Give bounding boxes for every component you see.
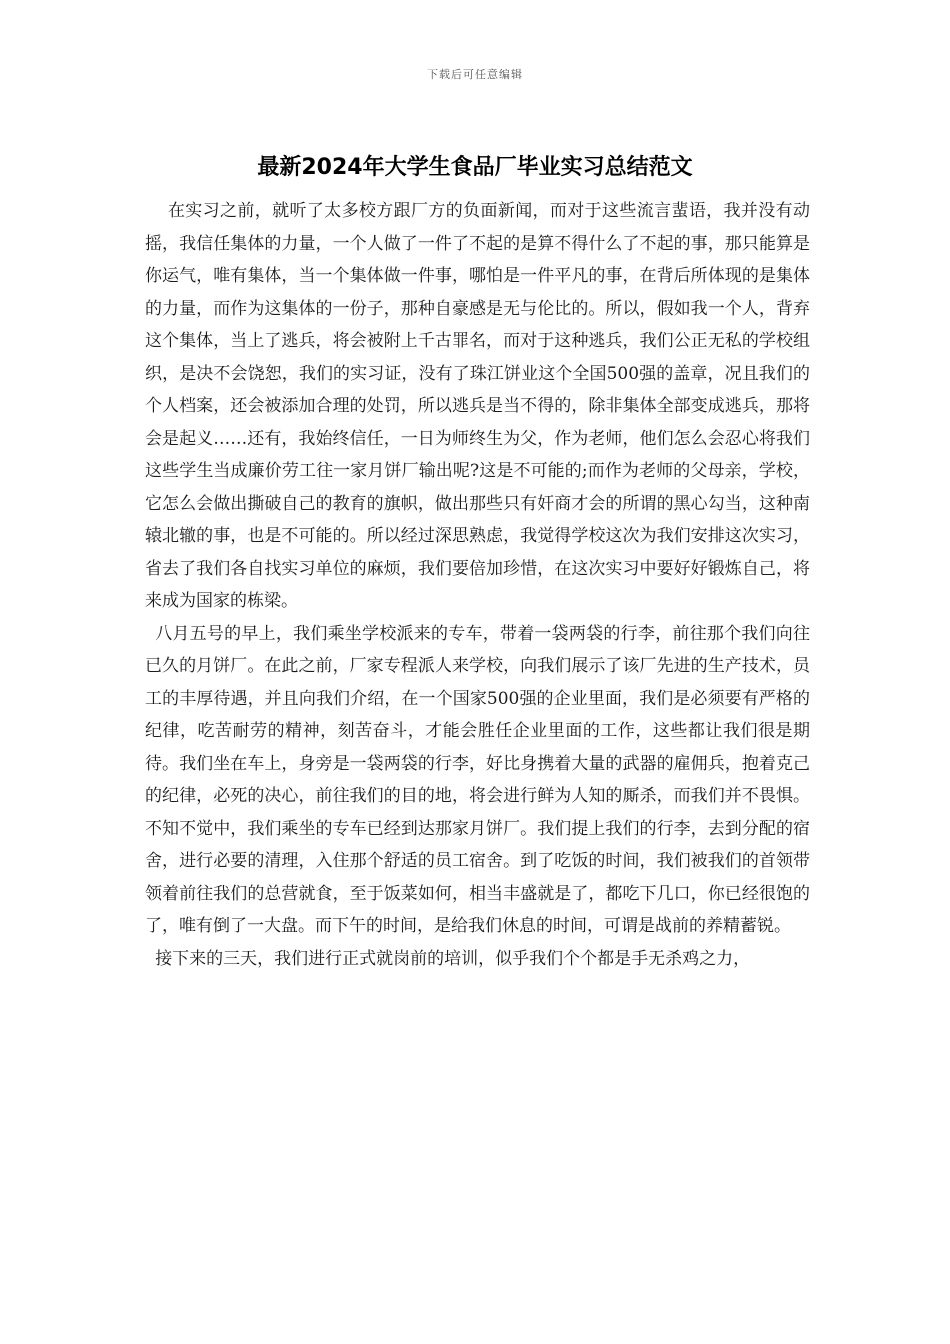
paragraph-3: 接下来的三天，我们进行正式就岗前的培训，似乎我们个个都是手无杀鸡之力， [155,948,751,969]
paragraph-1: 在实习之前，就听了太多校方跟厂方的负面新闻，而对于这些流言蜚语，我并没有动摇，我信任集体的力量，一个人做了一件了不起的是算不得什么了不起的事，那只能算是你运气，唯有集体，当一个集体做一件事，哪怕是一件平凡的事，在背后所体现的是集体的力量，而作为这集体的一份子，那种自豪感是无与伦比的。所以，假如我一个人，背弃这个集体，当上了逃兵，将会被附上千古罪名，而对于这种逃兵，我们公正无私的学校组织，是决不会饶恕，我们的实习证，没有了珠江饼业这个全国500强的盖章，况且我们的个人档案，还会被添加合理的处罚，所以逃兵是当不得的，除非集体全部变成逃兵，那将会是起义……还有，我始终信任，一日为师终生为父，作为老师，他们怎么会忍心将我们这些学生当成廉价劳工往一家月饼厂输出呢?这是不可能的;而作为老师的父母亲，学校，它怎么会做出撕破自己的教育的旗帜，做出那些只有奸商才会的所谓的黑心勾当，这种南辕北辙的事，也是不可能的。所以经过深思熟虑，我觉得学校这次为我们安排这次实习，省去了我们各自找实习单位的麻烦，我们要倍加珍惜，在这次实习中要好好锻炼自己，将来成为国家的栋梁。 [145,201,810,611]
paragraph-2: 八月五号的早上，我们乘坐学校派来的专车，带着一袋两袋的行李，前往那个我们向往已久的月饼厂。在此之前，厂家专程派人来学校，向我们展示了该厂先进的生产技术，员工的丰厚待遇，并且向我们介绍，在一个国家500强的企业里面，我们是必须要有严格的纪律，吃苦耐劳的精神，刻苦奋斗，才能会胜任企业里面的工作，这些都让我们很是期待。我们坐在车上，身旁是一袋两袋的行李，好比身携着大量的武器的雇佣兵，抱着克己的纪律，必死的决心，前往我们的目的地，将会进行鲜为人知的厮杀，而我们并不畏惧。不知不觉中，我们乘坐的专车已经到达那家月饼厂。我们提上我们的行李，去到分配的宿舍，进行必要的清理，入住那个舒适的员工宿舍。到了吃饭的时间，我们被我们的首领带领着前往我们的总营就食，至于饭菜如何，相当丰盛就是了，都吃下几口，你已经很饱的了，唯有倒了一大盘。而下午的时间，是给我们休息的时间，可谓是战前的养精蓄锐。 [145,623,810,936]
document-body [145,195,810,975]
document-title: 最新2024年大学生食品厂毕业实习总结范文 [257,155,693,180]
header-note: 下载后可任意编辑 [427,68,523,81]
